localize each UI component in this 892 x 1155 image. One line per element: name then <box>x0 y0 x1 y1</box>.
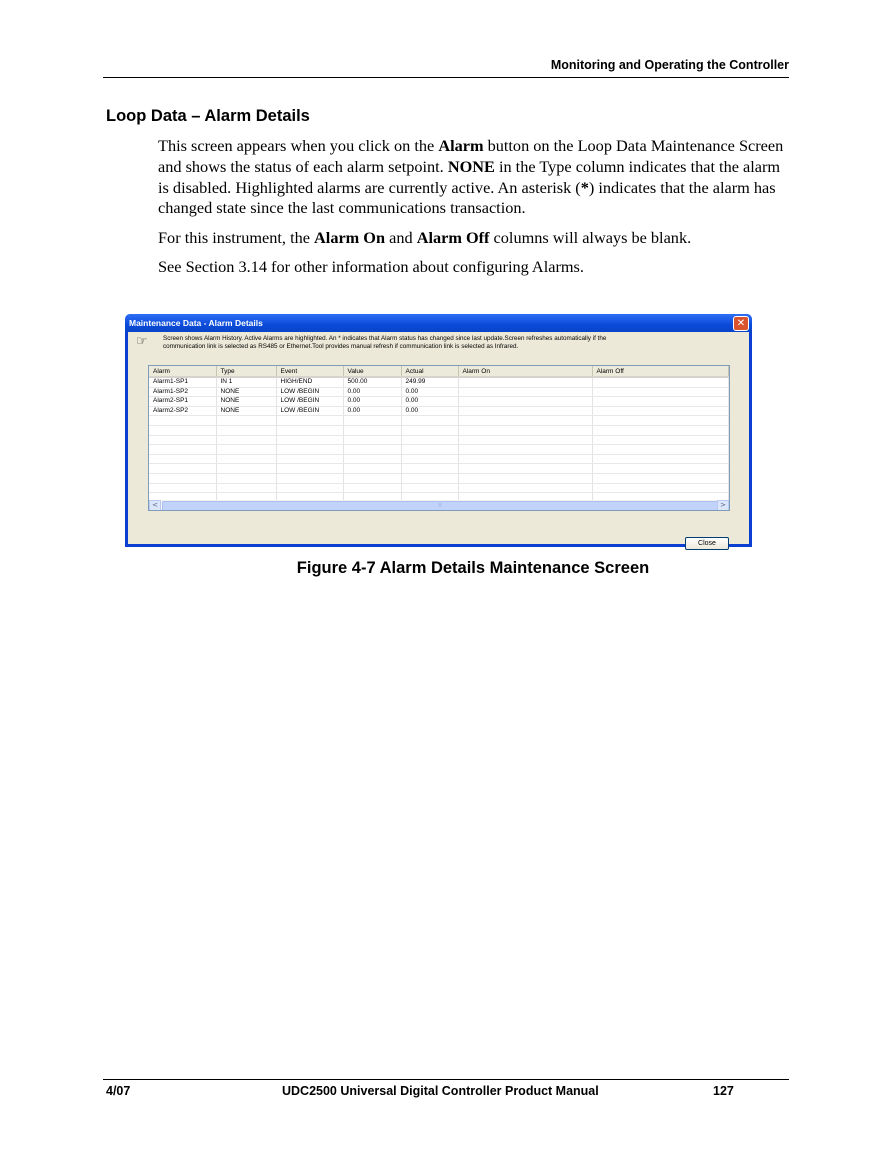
section-title: Loop Data – Alarm Details <box>106 107 310 125</box>
dialog-client-area <box>128 332 749 547</box>
empty-row <box>149 473 729 483</box>
table-header-row <box>149 366 729 377</box>
column-header-alarm-on[interactable]: Alarm On <box>458 366 592 377</box>
footer-page-number: 127 <box>713 1084 734 1098</box>
empty-row <box>149 445 729 455</box>
footer-rule <box>103 1079 789 1080</box>
column-header-alarm[interactable]: Alarm <box>149 366 216 377</box>
table-row[interactable]: Alarm2-SP1 NONE LOW /BEGIN 0.00 0.00 <box>149 397 729 407</box>
close-button[interactable]: Close <box>685 537 729 550</box>
scroll-left-button[interactable]: < <box>149 500 161 511</box>
close-icon[interactable]: ✕ <box>733 316 749 331</box>
info-text: Screen shows Alarm History. Active Alarms are highlighted. An * indicates that Alarm status has changed since last update.Screen refreshes automatically if the communication link is selected as RS485 or Ethernet.Tool provides manual refresh if communication link is selected as Infrared. <box>163 335 607 350</box>
running-header: Monitoring and Operating the Controller <box>550 58 789 72</box>
pointing-hand-icon: ☞ <box>136 334 148 349</box>
column-header-value[interactable]: Value <box>343 366 401 377</box>
dialog-title: Maintenance Data - Alarm Details <box>129 318 263 328</box>
empty-row <box>149 454 729 464</box>
footer-date: 4/07 <box>106 1084 131 1098</box>
footer-title: UDC2500 Universal Digital Controller Product Manual <box>282 1084 599 1098</box>
alarm-table <box>148 365 730 511</box>
table-row[interactable]: Alarm1-SP2 NONE LOW /BEGIN 0.00 0.00 <box>149 387 729 397</box>
column-header-type[interactable]: Type <box>216 366 276 377</box>
empty-row <box>149 464 729 474</box>
alarm-details-dialog <box>125 314 752 547</box>
body-text <box>158 136 788 286</box>
column-header-actual[interactable]: Actual <box>401 366 458 377</box>
scroll-right-button[interactable]: > <box>717 500 729 511</box>
paragraph-1: This screen appears when you click on the Alarm button on the Loop Data Maintenance Screen and shows the status of each alarm setpoint. NONE in the Type column indicates that the alarm is disabled. Highlighted alarms are currently active. An asterisk (*) indicates that the alarm has changed state since the last communications transaction. <box>158 136 784 218</box>
dialog-title-bar <box>125 314 752 332</box>
horizontal-scrollbar[interactable] <box>149 500 729 510</box>
empty-row <box>149 435 729 445</box>
paragraph-3: See Section 3.14 for other information about configuring Alarms. <box>158 256 584 276</box>
table-row[interactable]: Alarm1-SP1 IN 1 HIGH/END 500.00 249.99 <box>149 377 729 387</box>
figure-caption: Figure 4-7 Alarm Details Maintenance Screen <box>296 559 650 577</box>
empty-row <box>149 483 729 493</box>
empty-row <box>149 416 729 426</box>
scroll-thumb[interactable]: ||| <box>162 501 718 511</box>
header-rule <box>103 77 789 78</box>
column-header-alarm-off[interactable]: Alarm Off <box>592 366 729 377</box>
empty-row <box>149 425 729 435</box>
paragraph-2: For this instrument, the Alarm On and Alarm Off columns will always be blank. <box>158 227 692 247</box>
table-row[interactable]: Alarm2-SP2 NONE LOW /BEGIN 0.00 0.00 <box>149 406 729 416</box>
column-header-event[interactable]: Event <box>276 366 343 377</box>
